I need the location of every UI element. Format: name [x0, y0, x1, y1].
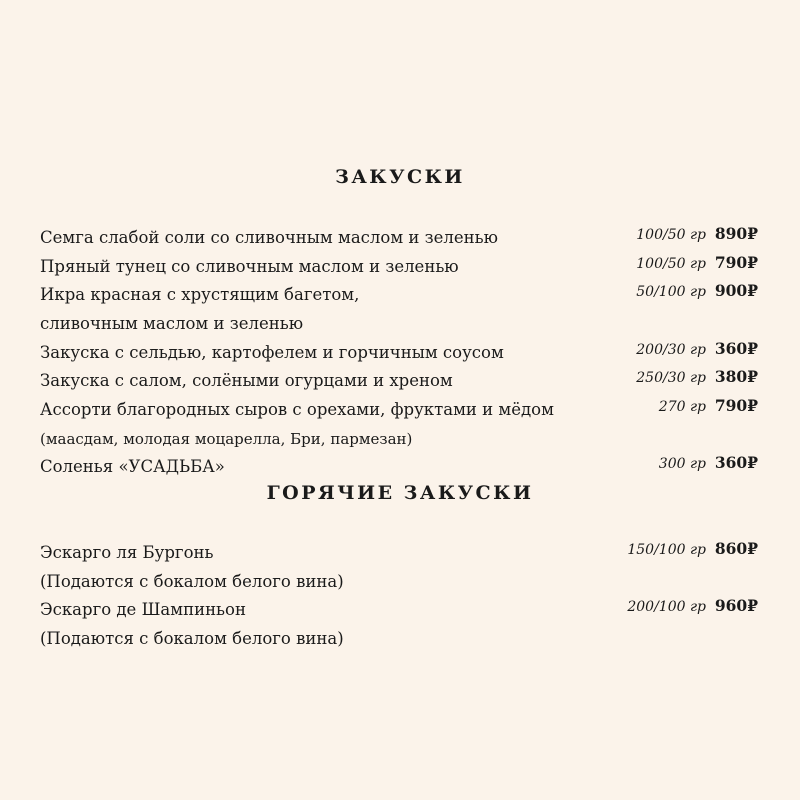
item-note: (Подаются с бокалом белого вина): [40, 629, 344, 648]
item-name: Семга слабой соли со сливочным маслом и зеленью: [40, 228, 499, 247]
item-price: 790₽: [714, 396, 758, 415]
menu-item-note: [40, 427, 758, 455]
section-title-zakuski: ЗАКУСКИ: [335, 166, 465, 188]
item-price: 380₽: [714, 367, 758, 386]
item-note: (Подаются с бокалом белого вина): [40, 572, 344, 591]
item-price: 790₽: [714, 253, 758, 272]
item-price: 360₽: [714, 453, 758, 472]
menu-item-continuation: [40, 312, 758, 340]
item-price: 900₽: [714, 281, 758, 300]
item-price: 860₽: [714, 539, 758, 558]
item-name: Ассорти благородных сыров с орехами, фруктами и мёдом: [40, 400, 554, 419]
item-name: Закуска с салом, солёными огурцами и хреном: [40, 371, 453, 390]
item-price: 890₽: [714, 224, 758, 243]
item-name: Эскарго де Шампиньон: [40, 600, 246, 619]
menu-item: [40, 369, 758, 397]
item-weight: 270 гр: [658, 399, 706, 415]
item-weight: 100/50 гр: [636, 256, 706, 272]
menu-item: [40, 398, 758, 426]
menu-item: [40, 255, 758, 283]
menu-item: [40, 598, 758, 626]
item-name: Соленья «УСАДЬБА»: [40, 457, 225, 476]
item-weight: 200/30 гр: [636, 342, 706, 358]
menu-item-note: [40, 627, 758, 655]
item-name: Закуска с сельдью, картофелем и горчичным соусом: [40, 343, 504, 362]
item-weight: 300 гр: [658, 456, 706, 472]
menu-item: [40, 341, 758, 369]
item-weight: 50/100 гр: [636, 284, 706, 300]
item-price: 360₽: [714, 339, 758, 358]
section-title-hot-zakuski: ГОРЯЧИЕ ЗАКУСКИ: [266, 482, 534, 504]
item-name: Эскарго ля Бургонь: [40, 543, 214, 562]
menu-item: [40, 455, 758, 483]
menu-item: [40, 541, 758, 569]
menu-item: [40, 283, 758, 311]
item-name-continuation: сливочным маслом и зеленью: [40, 314, 304, 333]
item-name: Икра красная с хрустящим багетом,: [40, 285, 360, 304]
item-name: Пряный тунец со сливочным маслом и зеленью: [40, 257, 459, 276]
menu-item: [40, 226, 758, 254]
menu-item-note: [40, 570, 758, 598]
item-weight: 200/100 гр: [627, 599, 706, 615]
item-price: 960₽: [714, 596, 758, 615]
item-note: (маасдам, молодая моцарелла, Бри, пармезан): [40, 430, 413, 448]
item-weight: 100/50 гр: [636, 227, 706, 243]
item-weight: 250/30 гр: [636, 370, 706, 386]
item-weight: 150/100 гр: [627, 542, 706, 558]
